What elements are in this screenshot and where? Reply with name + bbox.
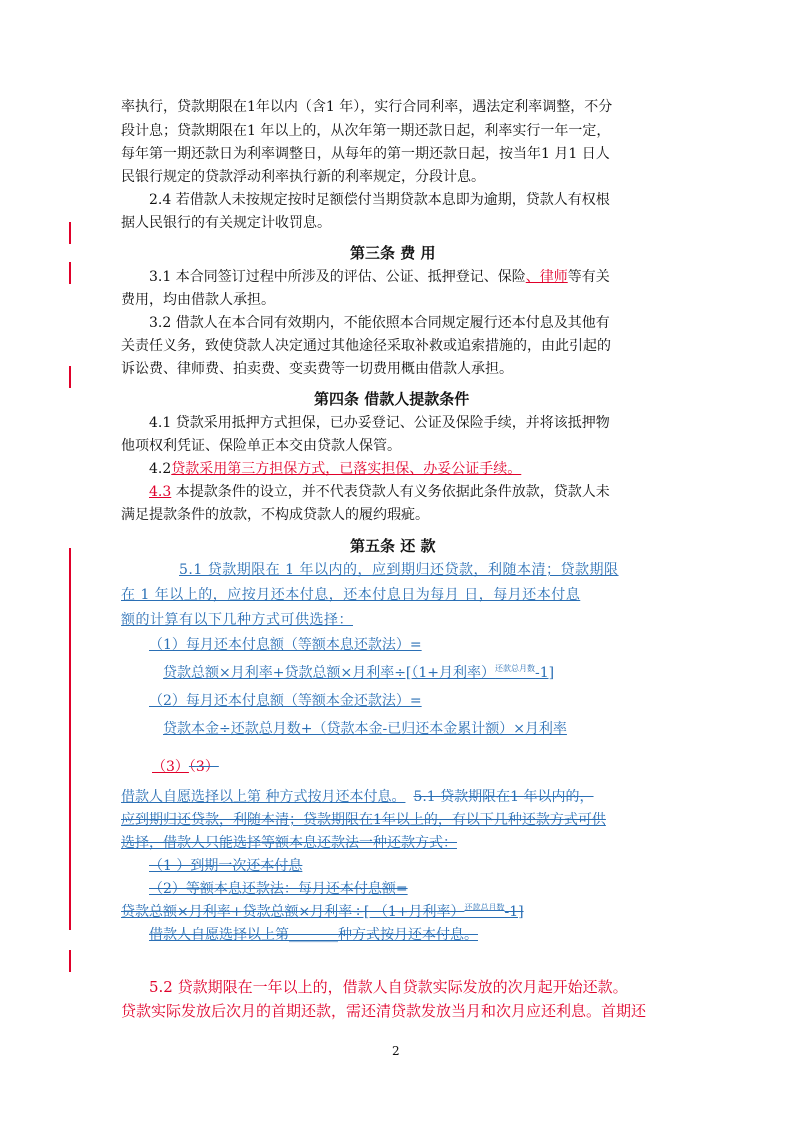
option-3-label — [152, 758, 219, 776]
inserted-text: 贷款采用第三方担保方式，已落实担保、办妥公证手续。 — [171, 461, 522, 477]
clause-3-2: 3.2 借款人在本合同有效期内，不能依照本合同规定履行还本付息及其他有 — [149, 315, 610, 331]
inserted-line: 在 1 年以上的，应按月还本付息，还本付息日为每月 日，每月还本付息 — [121, 587, 581, 603]
article-5-heading: 第五条 还 款 — [350, 537, 436, 555]
clause-4-2 — [149, 460, 521, 478]
revision-bar — [69, 548, 71, 930]
inserted-text: （3） — [152, 759, 189, 775]
formula-text: -1] — [504, 904, 524, 920]
body-line: 费用，均由借款人承担。 — [121, 292, 275, 308]
deleted-line: 应到期归还贷款，利随本清；贷款期限在1年以上的，有以下几种还款方式可供 — [121, 812, 606, 828]
clause-4-3 — [149, 483, 610, 501]
body-line: 关责任义务，致使贷款人决定通过其他途径采取补救或追索措施的，由此引起的 — [121, 338, 611, 354]
deleted-text: （3） — [188, 759, 219, 775]
inserted-text: 、律师 — [525, 269, 568, 285]
clause-number: 4.2 — [149, 461, 172, 477]
revision-line — [121, 788, 594, 806]
formula-exponent: 还款总月数 — [464, 903, 505, 912]
formula-2: 贷款本金÷还款总月数+（贷款本金-已归还本金累计额）×月利率 — [163, 721, 567, 737]
option-2-label: （2）每月还本付息额（等额本金还款法）= — [149, 693, 422, 709]
inserted-line: 额的计算有以下几种方式可供选择： — [121, 612, 353, 628]
body-line: 率执行，贷款期限在1年以内（含1 年），实行合同利率，遇法定利率调整，不分 — [121, 99, 613, 115]
deleted-line: （1 ）到期一次还本付息 — [149, 858, 303, 874]
body-line: 民银行规定的贷款浮动利率执行新的利率规定，分段计息。 — [121, 169, 485, 185]
body-line: 每年第一期还款日为利率调整日，从每年的第一期还款日起，按当年1 月1 日人 — [121, 146, 610, 162]
revision-bar — [69, 222, 71, 244]
body-line: 据人民银行的有关规定计收罚息。 — [121, 215, 331, 231]
deleted-text: 5.1 贷款期限在1 年以内的， — [413, 789, 594, 805]
formula-text: 贷款总额×月利率+贷款总额×月利率÷[（1+月利率） — [163, 665, 496, 681]
article-4-heading: 第四条 借款人提款条件 — [314, 390, 470, 408]
page-number: 2 — [392, 1044, 400, 1058]
body-line: 诉讼费、律师费、拍卖费、变卖费等一切费用概由借款人承担。 — [121, 361, 513, 377]
formula-exponent: 还款总月数 — [495, 664, 536, 673]
formula-text: 贷款总额×月利率+贷款总额×月利率÷[ （1+月利率） — [121, 904, 465, 920]
body-line: 他项权利凭证、保险单正本交由贷款人保管。 — [121, 438, 401, 454]
article-3-heading: 第三条 费 用 — [350, 244, 436, 262]
clause-text: 等有关 — [567, 269, 610, 285]
option-1-label: （1）每月还本付息额（等额本息还款法）= — [149, 637, 422, 653]
revision-bar — [69, 366, 71, 388]
clause-4-1: 4.1 贷款采用抵押方式担保，已办妥登记、公证及保险手续，并将该抵押物 — [149, 415, 610, 431]
formula-1 — [163, 664, 554, 682]
clause-3-1 — [149, 268, 610, 286]
deleted-line: 选择，借款人只能选择等额本息还款法一种还款方式： — [121, 835, 457, 851]
formula-text: -1] — [535, 665, 555, 681]
inserted-clause-5-1: 5.1 贷款期限在 1 年以内的，应到期归还贷款，利随本清；贷款期限 — [179, 562, 619, 578]
revision-bar — [69, 950, 71, 972]
deleted-line: 借款人自愿选择以上第_______种方式按月还本付息。 — [149, 927, 478, 943]
inserted-text: 4.3 — [149, 484, 172, 500]
inserted-text: 借款人自愿选择以上第 种方式按月还本付息。 — [121, 789, 406, 805]
revision-bar — [69, 262, 71, 284]
clause-text: 3.1 本合同签订过程中所涉及的评估、公证、抵押登记、保险 — [149, 269, 526, 285]
deleted-line: （2）等额本息还款法：每月还本付息额= — [149, 881, 408, 897]
body-line: 贷款实际发放后次月的首期还款，需还清贷款发放当月和次月应还利息。首期还 — [121, 1002, 647, 1020]
deleted-formula — [121, 903, 524, 921]
clause-2-4: 2.4 若借款人未按规定按时足额偿付当期贷款本息即为逾期，贷款人有权根 — [149, 192, 610, 208]
clause-text: 本提款条件的设立，并不代表贷款人有义务依据此条件放款，贷款人未 — [171, 484, 610, 500]
clause-5-2: 5.2 贷款期限在一年以上的，借款人自贷款实际发放的次月起开始还款。 — [149, 978, 628, 996]
body-line: 满足提款条件的放款，不构成贷款人的履约瑕疵。 — [121, 507, 429, 523]
body-line: 段计息；贷款期限在1 年以上的，从次年第一期还款日起，利率实行一年一定， — [121, 123, 611, 139]
